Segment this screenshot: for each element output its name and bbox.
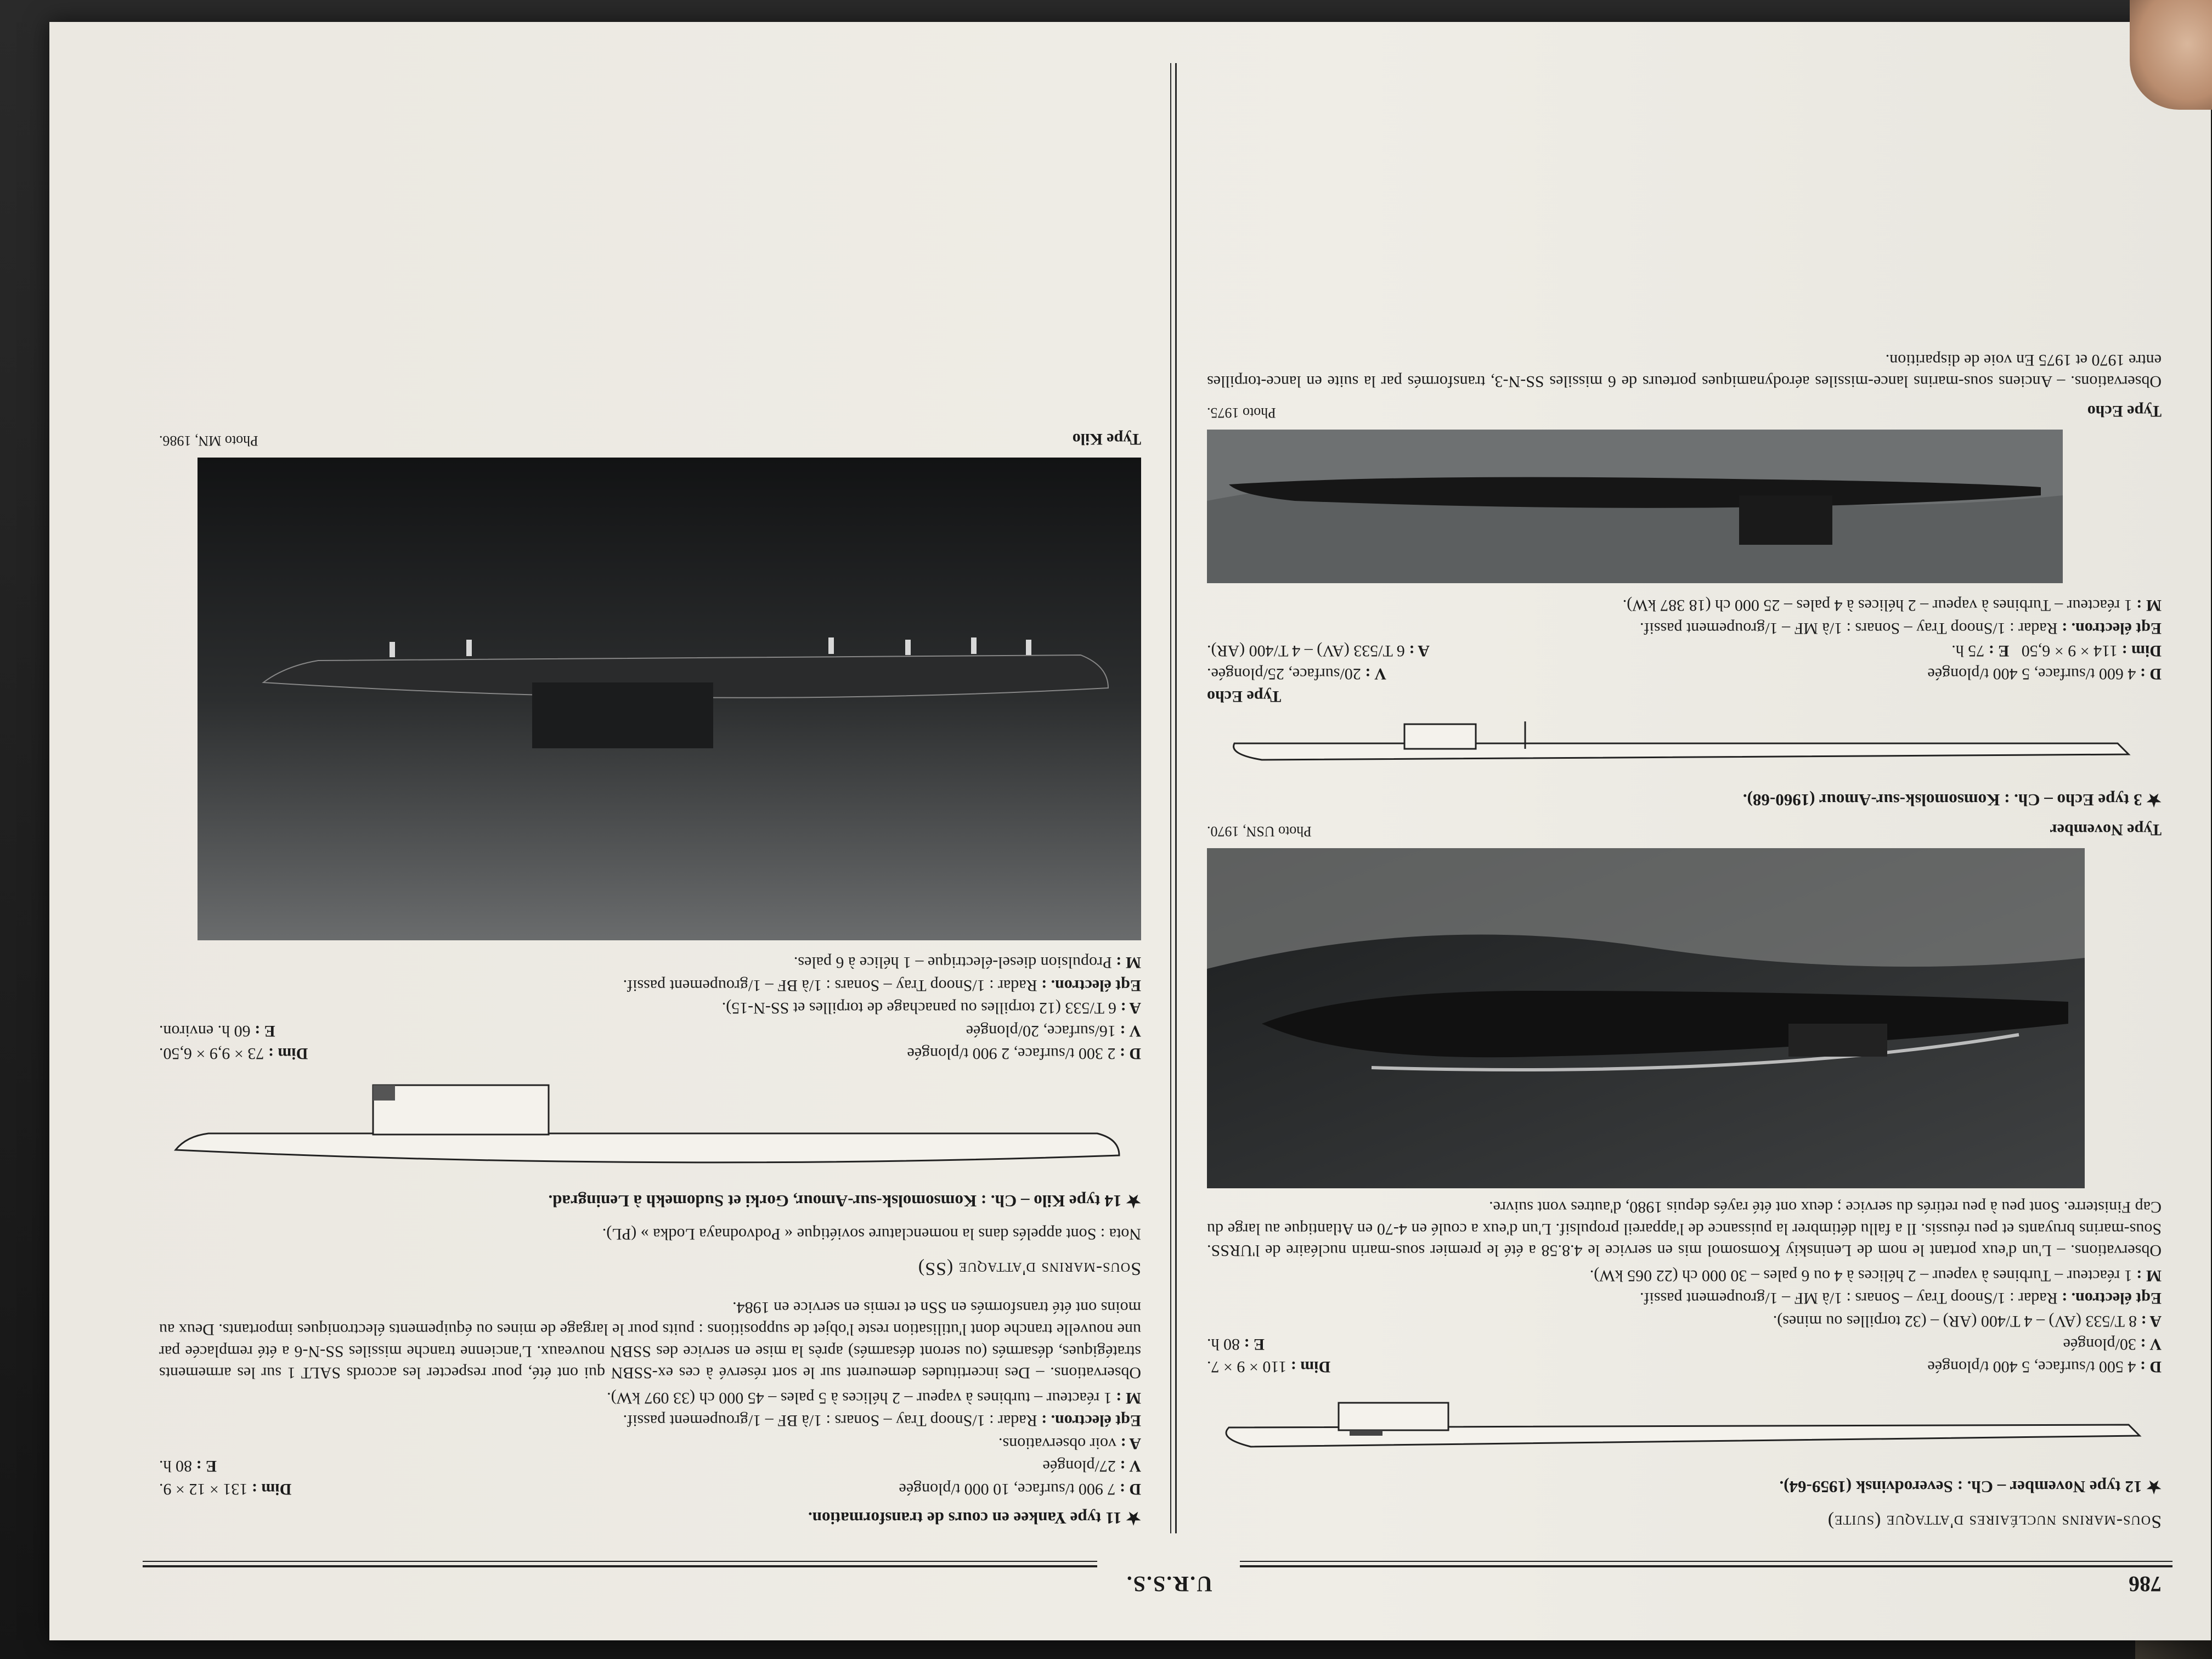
echo-entry: ★ 3 type Echo – Ch. : Komsomolsk-sur-Amour (1960-68). <box>1742 791 2162 810</box>
section-title-ss: Sous-marins d'attaque (SS) <box>917 1258 1141 1279</box>
kilo-eq: Radar : 1/Snoop Tray – Sonars : 1/à BF – 1/groupement passif. <box>623 976 1037 995</box>
header-rule-left <box>1240 1565 2172 1567</box>
yankee-spec-a <box>159 1432 1141 1454</box>
left-column <box>1207 52 2162 1533</box>
label-eq: Eqt électron. : <box>2062 1289 2162 1308</box>
echo-spec-eq <box>1207 617 2162 639</box>
yankee-label-d: D : <box>1119 1480 1141 1499</box>
yankee-dim: 131 × 12 × 9. <box>159 1480 248 1499</box>
yankee-label-dim: Dim : <box>251 1480 292 1499</box>
november-photo-type: Type November <box>2050 820 2162 839</box>
echo-label-m: M : <box>2136 596 2162 614</box>
yankee-label-m: M : <box>1116 1389 1141 1407</box>
echo-profile-svg <box>1207 716 2162 782</box>
kilo-profile-drawing <box>159 1073 1141 1183</box>
echo-photo-credit: Photo 1975. <box>1207 404 1276 421</box>
label-v: V : <box>2140 1335 2162 1353</box>
label-m: M : <box>2136 1266 2162 1285</box>
section-title-nuclear: Sous-marins nucléaires d'attaque (suite) <box>1827 1511 2162 1532</box>
kilo-spec-row-1 <box>159 1043 1141 1065</box>
yankee-label-v: V : <box>1120 1457 1141 1476</box>
yankee-spec-row-2 <box>159 1455 1141 1477</box>
november-spec-eq <box>1207 1288 2162 1310</box>
kilo-dim: 73 × 9,9 × 6,50. <box>159 1045 264 1063</box>
november-spec-row-2 <box>1207 1333 2162 1355</box>
label-a: A : <box>2141 1312 2162 1331</box>
yankee-observations: Observations. – Des incertitudes demeurent sur le sort réservé à ces ex-SSBN qui ont été, pour respecter les accords SALT 1 sur les armements stratégiques, désarmés (ou seront désarmés) après la mise en service des SSBN nouveaux. L'ancienne tranche missiles SS-N-6 a été remplacée par une nouvelle tranche dont l'utilisation reste l'objet de suppositions : puits pour le largage de mines ou équipements électroniques importants. Deux au moins ont été transformés en SSn et remis en service en 1984. <box>159 1299 1141 1383</box>
right-column <box>159 52 1141 1533</box>
kilo-spec-m <box>159 951 1141 973</box>
echo-photo-type: Type Echo <box>2087 402 2162 420</box>
echo-d: 4 600 t/surface, 5 400 t/plongée <box>1927 664 2136 683</box>
echo-v: 20/surface, 25/plongée. <box>1207 664 1361 683</box>
kilo-entry: ★ 14 type Kilo – Ch. : Komsomolsk-sur-Amour, Gorki et Sudomekh à Leningrad. <box>548 1192 1141 1211</box>
book-page-rotated <box>49 22 2211 1640</box>
kilo-e: 60 h. environ. <box>159 1022 251 1040</box>
yankee-label-e: E : <box>196 1457 217 1476</box>
header-rule-left-thin <box>1240 1561 2172 1562</box>
november-spec-a <box>1207 1310 2162 1332</box>
yankee-label-a: A : <box>1120 1434 1141 1453</box>
echo-dim: 114 × 9 × 6,50 <box>2021 642 2118 661</box>
header-rule-right <box>143 1565 1097 1567</box>
echo-eq: Radar : 1/Snoop Tray – Sonars : 1/à MF – 1/groupement passif. <box>1639 619 2058 637</box>
echo-label-d: D : <box>2140 664 2162 683</box>
november-eq: Radar : 1/Snoop Tray – Sonars : 1/à MF – 1/groupement passif. <box>1639 1289 2058 1308</box>
yankee-m: 1 réacteur – turbines à vapeur – 2 hélices à 5 pales – 45 000 ch (33 097 kW). <box>607 1389 1112 1407</box>
page-header <box>143 1550 2172 1610</box>
november-a: 8 T/533 (AV) – 4 T/400 (AR) – (32 torpilles ou mines). <box>1773 1312 2137 1331</box>
book-page <box>49 22 2211 1640</box>
echo-drawing-label: Type Echo <box>1207 687 1282 706</box>
echo-m: 1 réacteur – Turbines à vapeur – 2 hélices à 4 pales – 25 000 ch (18 387 kW). <box>1622 596 2132 614</box>
echo-label-v: V : <box>1365 664 1386 683</box>
echo-label-e: E : <box>1988 642 2010 661</box>
november-dim: 110 × 9 × 7. <box>1207 1358 1287 1376</box>
november-photo <box>1207 843 2162 1189</box>
label-d: D : <box>2140 1358 2162 1376</box>
echo-e: 75 h. <box>1951 642 1985 661</box>
nota-text: Nota : Sont appelés dans la nomenclature soviétique « Podvodnaya Lodka » (PL). <box>602 1224 1141 1243</box>
echo-observations: Observations. – Anciens sous-marins lance-missiles aérodynamiques porteurs de 6 missiles SS-N-3, transformés par la suite en lance-torpilles entre 1970 et 1975 En voie de disparition. <box>1207 351 2162 391</box>
november-observations: Observations. – L'un d'eux portant le nom de Leninskiy Komsomol mis en service le 4.8.58 a été le premier sous-marin nucléaire de l'URSS. Sous-marins bruyants et peu réussis. Il a fallu détimbrer la puissance de l'appareil propulsif. L'un d'eux a coulé en 4-70 en Atlantique au large du Cap Finisterre. Sont peu à peu retirés du service ; deux ont été rayés depuis 1980, d'autres vont suivre. <box>1207 1198 2162 1260</box>
kilo-label-d: D : <box>1119 1045 1141 1063</box>
november-v: 30/plongée <box>2063 1335 2136 1353</box>
kilo-profile-svg <box>159 1073 1141 1183</box>
kilo-label-e: E : <box>255 1022 275 1040</box>
kilo-photo-caption <box>159 428 1141 450</box>
kilo-photo <box>159 452 1141 949</box>
echo-photo-caption <box>1207 400 2162 422</box>
kilo-spec-row-2 <box>159 1020 1141 1042</box>
november-photo-credit: Photo USN, 1970. <box>1207 823 1312 839</box>
kilo-label-a: A : <box>1120 999 1141 1018</box>
echo-spec-row-1 <box>1207 663 2162 685</box>
kilo-label-v: V : <box>1120 1022 1141 1040</box>
echo-spec-m <box>1207 594 2162 616</box>
label-dim: Dim : <box>1290 1358 1331 1376</box>
label-e: E : <box>1244 1335 1265 1353</box>
column-divider-second <box>1170 63 1171 1533</box>
echo-photo-svg <box>1207 430 2063 583</box>
yankee-v: 27/plongée <box>1042 1457 1116 1476</box>
page-country-title: U.R.S.S. <box>1125 1572 1212 1596</box>
kilo-m: Propulsion diesel-électrique – 1 hélice à 6 pales. <box>793 953 1112 972</box>
november-photo-svg <box>1207 848 2085 1188</box>
kilo-a: 6 T/533 (12 torpilles ou panachage de torpilles et SS-N-15). <box>721 999 1116 1018</box>
echo-label-dim: Dim : <box>2121 642 2162 661</box>
yankee-spec-eq <box>159 1410 1141 1432</box>
yankee-eq: Radar : 1/Snoop Tray – Sonars : 1/à BF – 1/groupement passif. <box>623 1412 1037 1430</box>
yankee-e: 80 h. <box>159 1457 192 1476</box>
kilo-d: 2 300 t/surface, 2 900 t/plongée <box>907 1045 1116 1063</box>
yankee-a: voir observations. <box>998 1434 1116 1453</box>
november-spec-m <box>1207 1265 2162 1286</box>
kilo-v: 16/surface, 20/plongée <box>966 1022 1116 1040</box>
header-rule-right-thin <box>143 1561 1097 1562</box>
kilo-photo-credit: Photo MN, 1986. <box>159 432 258 449</box>
kilo-label-m: M : <box>1116 953 1141 972</box>
echo-label-eq: Eqt électron. : <box>2062 619 2162 637</box>
kilo-label-dim: Dim : <box>268 1045 308 1063</box>
november-profile-drawing <box>1207 1386 2162 1469</box>
november-e: 80 h. <box>1207 1335 1240 1353</box>
yankee-spec-m <box>159 1387 1141 1409</box>
kilo-photo-type: Type Kilo <box>1072 430 1141 448</box>
november-spec-row-1 <box>1207 1356 2162 1378</box>
column-divider <box>1175 63 1177 1533</box>
november-d: 4 500 t/surface, 5 400 t/plongée <box>1927 1358 2136 1376</box>
november-photo-caption <box>1207 819 2162 840</box>
echo-photo <box>1207 424 2162 591</box>
november-m: 1 réacteur – Turbines à vapeur – 2 hélices à 4 ou 6 pales – 30 000 ch (22 065 kW). <box>1589 1266 2132 1285</box>
kilo-spec-eq <box>159 974 1141 996</box>
kilo-photo-svg <box>198 458 1141 940</box>
echo-a: 6 T/533 (AV) – 4 T/400 (AR). <box>1207 642 1405 661</box>
echo-spec-row-2 <box>1207 640 2162 662</box>
echo-profile-drawing <box>1207 716 2162 782</box>
yankee-label-eq: Eqt électron. : <box>1041 1412 1141 1430</box>
kilo-label-eq: Eqt électron. : <box>1041 976 1141 995</box>
kilo-spec-a <box>159 997 1141 1019</box>
november-profile-svg <box>1207 1386 2162 1469</box>
yankee-entry: ★ 11 type Yankee en cours de transformation. <box>808 1509 1141 1528</box>
thumb <box>2130 0 2212 110</box>
page-number: 786 <box>2129 1572 2162 1596</box>
echo-label-a: A : <box>1409 642 1430 661</box>
november-entry: ★ 12 type November – Ch. : Severodvinsk (1959-64). <box>1779 1477 2162 1497</box>
yankee-d: 7 900 t/surface, 10 000 t/plongée <box>899 1480 1116 1499</box>
yankee-spec-row-1 <box>159 1479 1141 1500</box>
